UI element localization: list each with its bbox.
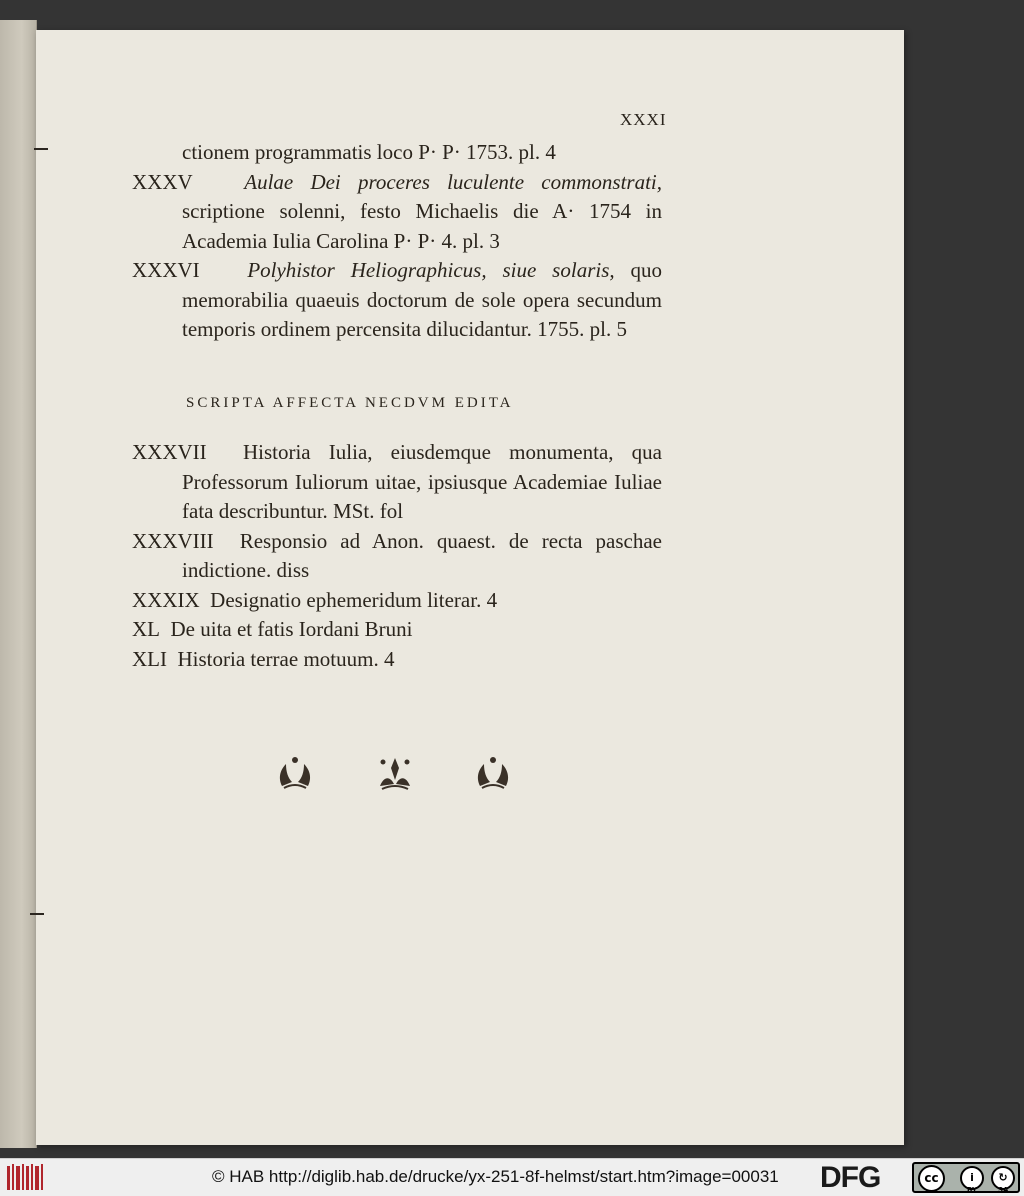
entry-number: XLI [132, 646, 167, 671]
section-heading: SCRIPTA AFFECTA NECDVM EDITA [186, 395, 514, 411]
cc-license-badge[interactable] [912, 1162, 1020, 1193]
list-item [132, 615, 662, 645]
entry-number: XXXVIII [132, 528, 214, 553]
entry-number: XXXIX [132, 587, 200, 612]
entry-number: XXXVI [132, 258, 200, 282]
cc-icon: cc [918, 1165, 945, 1192]
entry-text: Responsio ad Anon. quaest. de recta paschae indictione. diss [182, 528, 662, 582]
entries-bottom [132, 438, 662, 674]
edge-mark [34, 148, 48, 150]
fleuron-ornament-icon [370, 752, 420, 792]
entry-text: Designatio ephemeridum literar. 4 [210, 587, 498, 612]
list-item [132, 168, 662, 257]
entry-text: De uita et fatis Iordani Bruni [170, 617, 413, 641]
hab-logo-icon [6, 1163, 46, 1192]
dfg-logo: DFG [820, 1161, 881, 1194]
by-icon: i [960, 1166, 984, 1190]
entry-text: scriptione solenni, festo Michaelis die A· 1754 in Academia Iulia Carolina P· P· 4. pl. 3 [182, 199, 662, 253]
fleuron-ornament-icon [468, 752, 518, 792]
edge-mark [30, 913, 44, 915]
entry-number: XXXVII [132, 440, 207, 464]
footer-bar [0, 1158, 1024, 1196]
book-spine-edge [0, 20, 37, 1148]
by-label: BY [967, 1186, 978, 1194]
fleuron-ornament-icon [270, 752, 320, 792]
continuation-line: ctionem programmatis loco P· P· 1753. pl. 4 [182, 140, 556, 164]
list-item [132, 586, 662, 616]
entry-title: Polyhistor Heliographicus, siue solaris, [247, 258, 615, 282]
entry-number: XXXV [132, 169, 193, 194]
printer-ornaments [270, 752, 530, 792]
list-item [132, 645, 662, 675]
list-item [132, 527, 662, 586]
list-item [132, 438, 662, 527]
source-citation-link[interactable]: © HAB http://diglib.hab.de/drucke/yx-251-8f-helmst/start.htm?image=00031 [212, 1167, 779, 1186]
entry-number: XL [132, 617, 160, 641]
entry-text: Historia terrae motuum. 4 [177, 646, 395, 671]
sa-label: SA [998, 1186, 1009, 1194]
sa-icon: ↻ [991, 1166, 1015, 1190]
entry-title: Aulae Dei proceres luculente commonstrati, [244, 169, 662, 194]
entry-text: quo memorabilia quaeuis doctorum de sole opera secundum temporis ordinem percensita dilucidantur. 1755. pl. 5 [182, 258, 663, 341]
list-item [132, 256, 662, 345]
entries-top [132, 138, 662, 345]
page-folio: XXXI [620, 110, 667, 129]
entry-text: Historia Iulia, eiusdemque monumenta, qua Professorum Iuliorum uitae, ipsiusque Academiae Iuliae fata describuntur. MSt. fol [182, 440, 662, 523]
